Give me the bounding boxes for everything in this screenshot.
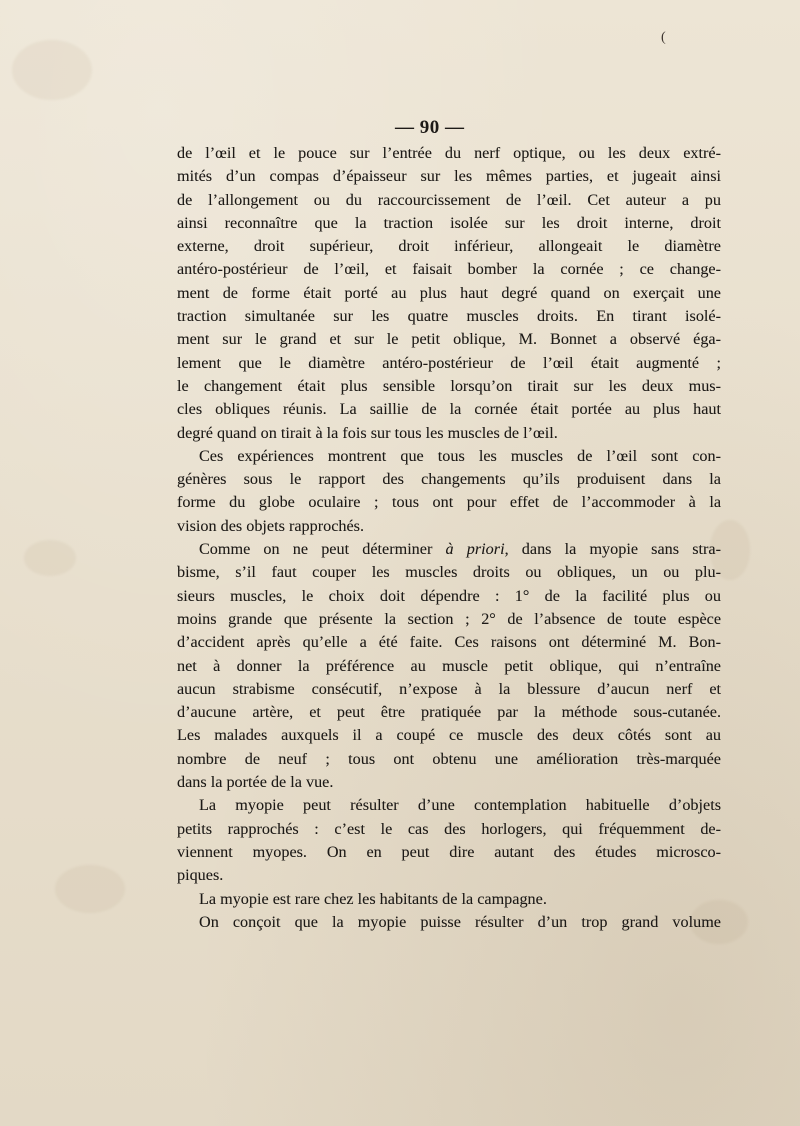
text-line: On conçoit que la myopie puisse résulter d’un trop grand volume — [199, 912, 721, 931]
text-line: nombre de neuf ; tous ont obtenu une amélioration très-marquée — [177, 749, 721, 768]
text-line: degré quand on tirait à la fois sur tous les muscles de l’œil. — [177, 423, 558, 442]
text-line: vision des objets rapprochés. — [177, 516, 365, 535]
text-line: bisme, s’il faut couper les muscles droits ou obliques, un ou plu- — [177, 563, 721, 582]
paper-stain — [55, 865, 125, 913]
text-line: d’accident après qu’elle a été faite. Ces raisons ont déterminé M. Bon- — [177, 633, 721, 652]
text-line: externe, droit supérieur, droit inférieur, allongeait le diamètre — [177, 237, 721, 256]
printed-mark: ( — [661, 30, 666, 45]
text-line: sieurs muscles, le choix doit dépendre : 1° de la facilité plus ou — [177, 586, 721, 605]
text-line — [177, 538, 721, 561]
text-line: le changement était plus sensible lorsqu’on tirait sur les deux mus- — [177, 376, 721, 395]
text-line: de l’œil et le pouce sur l’entrée du nerf optique, ou les deux extré- — [177, 144, 721, 162]
text-line: La myopie peut résulter d’une contemplation habituelle d’objets — [199, 796, 721, 815]
text-line: génères sous le rapport des changements qu’ils produisent dans la — [177, 470, 721, 489]
text-fragment: Comme on ne peut déterminer à priori, dans la myopie sans stra- — [199, 540, 721, 559]
text-line: La myopie est rare chez les habitants de la campagne. — [199, 889, 547, 908]
text-line: piques. — [177, 866, 224, 885]
text-line: aucun strabisme consécutif, n’expose à la blessure d’aucun nerf et — [177, 679, 721, 698]
italic-phrase: à priori — [445, 540, 505, 559]
text-line: viennent myopes. On en peut dire autant des études microsco- — [177, 842, 721, 861]
text-line: petits rapprochés : c’est le cas des horlogers, qui fréquemment de- — [177, 819, 721, 838]
text-line: ment sur le grand et sur le petit oblique, M. Bonnet a observé éga- — [177, 330, 721, 349]
body-text — [177, 142, 721, 934]
text-line: net à donner la préférence au muscle petit oblique, qui n’entraîne — [177, 656, 721, 675]
text-line: forme du globe oculaire ; tous ont pour effet de l’accommoder à la — [177, 493, 721, 512]
text-line: cles obliques réunis. La saillie de la cornée était portée au plus haut — [177, 400, 721, 419]
text-line: lement que le diamètre antéro-postérieur de l’œil était augmenté ; — [177, 353, 721, 372]
text-line: Ces expériences montrent que tous les muscles de l’œil sont con- — [199, 446, 721, 465]
paper-stain — [24, 540, 76, 576]
text-line: Les malades auxquels il a coupé ce muscle des deux côtés sont au — [177, 726, 721, 745]
text-line: mités d’un compas d’épaisseur sur les mêmes parties, et jugeait ainsi — [177, 167, 721, 186]
text-line: traction simultanée sur les quatre muscles droits. En tirant isolé- — [177, 307, 721, 326]
paper-stain — [12, 40, 92, 100]
text-line: dans la portée de la vue. — [177, 773, 334, 792]
text-line: ainsi reconnaître que la traction isolée sur les droit interne, droit — [177, 213, 721, 232]
page-number: — 90 — — [395, 117, 465, 138]
text-line: d’aucune artère, et peut être pratiquée par la méthode sous-cutanée. — [177, 703, 721, 722]
text-line: moins grande que présente la section ; 2° de l’absence de toute espèce — [177, 609, 721, 628]
text-line: ment de forme était porté au plus haut degré quand on exerçait une — [177, 283, 721, 302]
text-line: de l’allongement ou du raccourcissement de l’œil. Cet auteur a pu — [177, 190, 721, 209]
text-line: antéro-postérieur de l’œil, et faisait bomber la cornée ; ce change- — [177, 260, 721, 279]
